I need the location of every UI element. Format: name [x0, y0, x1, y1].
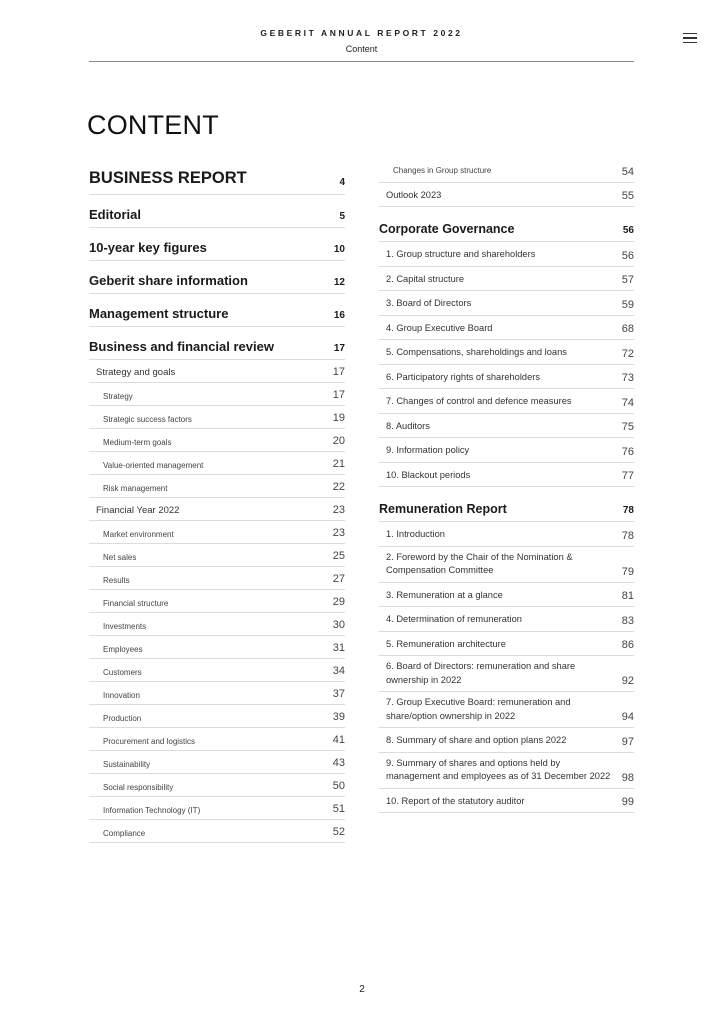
toc-entry-label: 6. Board of Directors: remuneration and share ownership in 2022 [386, 661, 576, 685]
toc-entry-label: 10. Blackout periods [386, 469, 471, 480]
toc-entry-label: 5. Remuneration architecture [386, 638, 506, 649]
toc-entry-page: 59 [621, 298, 634, 311]
toc-entry-label: 3. Board of Directors [386, 298, 472, 308]
toc-entry-label: Production [103, 714, 142, 723]
toc-entry[interactable] [379, 583, 634, 608]
toc-entry-label: 8. Auditors [386, 420, 430, 431]
toc-entry[interactable] [379, 267, 634, 292]
toc-entry-label: 5. Compensations, shareholdings and loans [386, 347, 567, 357]
toc-entry-label: Value-oriented management [103, 461, 204, 470]
toc-entry-page: 50 [332, 780, 345, 792]
toc-entry-page: 81 [621, 590, 634, 602]
toc-entry[interactable] [89, 327, 345, 360]
toc-entry-page: 31 [332, 642, 345, 654]
toc-entry-label: 4. Determination of remuneration [386, 614, 522, 624]
toc-entry-page: 76 [621, 445, 634, 458]
toc-entry-label: Innovation [103, 691, 140, 700]
toc-entry[interactable] [89, 820, 345, 843]
toc-entry[interactable] [89, 659, 345, 682]
toc-entry-page: 83 [621, 614, 634, 627]
toc-entry-page: 73 [621, 372, 634, 384]
toc-entry-label: 6. Participatory rights of shareholders [386, 371, 540, 382]
toc-entry-page: 55 [621, 190, 634, 202]
toc-entry-label: BUSINESS REPORT [89, 169, 247, 187]
toc-entry-label: 3. Remuneration at a glance [386, 589, 503, 600]
toc-entry[interactable] [89, 294, 345, 327]
toc-entry-label: Editorial [89, 207, 142, 222]
toc-entry-page: 99 [621, 796, 634, 808]
page-title: CONTENT [87, 110, 219, 141]
toc-entry-label: Customers [103, 668, 142, 677]
toc-entry-page: 30 [332, 619, 345, 631]
toc-entry-page: 75 [621, 421, 634, 433]
toc-entry-label: Information Technology (IT) [103, 806, 201, 815]
toc-entry-label: Investments [103, 622, 147, 631]
toc-entry-page: 77 [621, 470, 634, 482]
toc-entry[interactable] [379, 632, 634, 657]
toc-entry-page: 52 [332, 826, 345, 838]
toc-entry-page: 12 [333, 277, 345, 288]
toc-entry[interactable] [89, 228, 345, 261]
toc-entry-label: Changes in Group structure [393, 166, 492, 175]
toc-entry[interactable] [89, 636, 345, 659]
toc-entry[interactable] [379, 522, 634, 547]
hamburger-menu-icon[interactable] [683, 33, 697, 44]
toc-entry[interactable] [89, 475, 345, 498]
toc-entry-label: Corporate Governance [379, 222, 515, 236]
toc-entry-label: 7. Group Executive Board: remuneration and share/option ownership in 2022 [386, 697, 571, 721]
header-divider [89, 61, 634, 62]
toc-entry-page: 68 [621, 323, 634, 335]
toc-entry-label: 2. Foreword by the Chair of the Nomination & Compensation Committee [386, 551, 573, 575]
toc-entry-label: Procurement and logistics [103, 737, 196, 746]
toc-entry[interactable] [89, 498, 345, 521]
toc-entry-page: 20 [332, 435, 345, 447]
toc-entry[interactable] [379, 316, 634, 341]
toc-entry[interactable] [89, 261, 345, 294]
toc-entry[interactable] [379, 207, 634, 242]
toc-entry[interactable] [89, 429, 345, 452]
toc-entry[interactable] [89, 774, 345, 797]
toc-entry-page: 41 [332, 734, 345, 746]
toc-entry-page: 78 [622, 505, 634, 516]
toc-entry-page: 16 [333, 310, 345, 321]
toc-entry-page: 54 [621, 165, 634, 178]
toc-entry-page: 56 [622, 225, 634, 236]
toc-entry[interactable] [379, 728, 634, 753]
toc-entry[interactable] [89, 521, 345, 544]
toc-entry-label: 2. Capital structure [386, 273, 465, 284]
page-number: 2 [359, 984, 365, 995]
toc-entry-page: 17 [332, 389, 345, 401]
report-title: GEBERIT ANNUAL REPORT 2022 [260, 28, 463, 38]
toc-entry[interactable] [89, 705, 345, 728]
toc-entry[interactable] [379, 692, 634, 728]
toc-entry[interactable] [379, 158, 634, 183]
toc-entry[interactable] [89, 590, 345, 613]
toc-entry-label: 8. Summary of share and option plans 2022 [386, 735, 567, 745]
toc-entry-label: Employees [103, 645, 143, 654]
toc-entry[interactable] [89, 406, 345, 429]
toc-entry[interactable] [379, 753, 634, 789]
toc-entry-label: 9. Summary of shares and options held by management and employees as of 31 December 2022 [386, 757, 611, 781]
toc-entry-page: 43 [332, 757, 345, 769]
toc-entry-page: 19 [332, 412, 345, 424]
toc-entry-page: 72 [621, 347, 634, 360]
toc-entry-page: 23 [332, 504, 345, 516]
toc-entry[interactable] [379, 487, 634, 522]
toc-entry[interactable] [89, 383, 345, 406]
toc-entry-page: 74 [621, 396, 634, 409]
toc-entry-label: Strategy [103, 392, 133, 401]
toc-entry[interactable] [379, 438, 634, 463]
toc-entry[interactable] [89, 682, 345, 705]
toc-left-column [89, 160, 345, 843]
toc-entry-label: Remuneration Report [379, 502, 507, 516]
toc-entry-label: 10-year key figures [89, 240, 207, 255]
toc-entry-label: Medium-term goals [103, 438, 172, 447]
toc-entry[interactable] [379, 291, 634, 316]
toc-entry-label: Market environment [103, 530, 174, 539]
toc-entry-page: 51 [332, 803, 345, 815]
toc-entry[interactable] [89, 195, 345, 228]
toc-entry-page: 23 [332, 527, 345, 539]
toc-entry-page: 10 [333, 244, 345, 255]
toc-entry-label: Management structure [89, 306, 229, 321]
section-subtitle: Content [345, 44, 378, 54]
toc-entry[interactable] [89, 544, 345, 567]
report-header [89, 28, 634, 54]
toc-entry[interactable] [89, 160, 345, 195]
toc-entry-page: 4 [339, 177, 345, 188]
toc-entry-page: 25 [332, 550, 345, 562]
toc-entry-page: 97 [621, 735, 634, 748]
toc-entry-page: 92 [621, 675, 634, 687]
toc-entry-page: 27 [332, 573, 345, 585]
toc-entry-page: 57 [621, 274, 634, 286]
toc-entry-label: 9. Information policy [386, 445, 470, 455]
toc-entry-label: 7. Changes of control and defence measures [386, 396, 572, 406]
toc-entry-label: Business and financial review [89, 339, 274, 354]
toc-entry-label: 10. Report of the statutory auditor [386, 795, 525, 806]
toc-entry[interactable] [89, 613, 345, 636]
toc-entry-page: 56 [621, 249, 634, 262]
toc-entry-label: 1. Group structure and shareholders [386, 249, 536, 259]
toc-entry[interactable] [379, 656, 634, 692]
toc-entry-page: 29 [332, 596, 345, 608]
toc-entry-label: Strategy and goals [96, 367, 176, 378]
toc-entry[interactable] [379, 547, 634, 583]
toc-entry-page: 39 [332, 711, 345, 723]
toc-entry[interactable] [379, 183, 634, 208]
toc-entry-page: 94 [621, 711, 634, 723]
toc-entry-label: Sustainability [103, 760, 151, 769]
toc-entry-label: Strategic success factors [103, 415, 192, 424]
toc-entry[interactable] [379, 389, 634, 414]
toc-right-column [379, 158, 634, 813]
toc-entry-label: Financial Year 2022 [96, 505, 180, 516]
toc-entry-label: 1. Introduction [386, 529, 445, 539]
toc-entry[interactable] [89, 567, 345, 590]
toc-entry[interactable] [89, 728, 345, 751]
toc-entry[interactable] [89, 797, 345, 820]
toc-entry[interactable] [379, 607, 634, 632]
toc-entry[interactable] [379, 340, 634, 365]
toc-entry-label: Results [103, 576, 130, 585]
toc-entry[interactable] [379, 789, 634, 814]
toc-entry[interactable] [379, 463, 634, 488]
toc-entry-label: Risk management [103, 484, 168, 493]
toc-entry-label: Outlook 2023 [386, 189, 442, 200]
toc-entry[interactable] [89, 452, 345, 475]
toc-entry[interactable] [379, 414, 634, 439]
toc-entry-label: Geberit share information [89, 273, 248, 288]
toc-entry-page: 17 [333, 343, 345, 354]
toc-entry-page: 37 [332, 688, 345, 700]
toc-entry-page: 5 [339, 211, 345, 222]
toc-entry-page: 34 [332, 665, 345, 677]
toc-entry-page: 86 [621, 639, 634, 651]
toc-entry-page: 21 [332, 458, 345, 470]
toc-entry[interactable] [89, 360, 345, 383]
toc-entry-label: Compliance [103, 829, 146, 838]
toc-entry-page: 79 [621, 565, 634, 578]
toc-entry-page: 17 [332, 366, 345, 378]
toc-entry-label: Net sales [103, 553, 137, 562]
toc-entry-page: 98 [621, 771, 634, 784]
toc-entry-label: Financial structure [103, 599, 169, 608]
toc-entry-page: 78 [621, 529, 634, 542]
toc-entry-label: 4. Group Executive Board [386, 322, 493, 333]
toc-entry-page: 22 [332, 481, 345, 493]
toc-entry[interactable] [379, 242, 634, 267]
toc-entry[interactable] [379, 365, 634, 390]
toc-entry-label: Social responsibility [103, 783, 174, 792]
toc-entry[interactable] [89, 751, 345, 774]
